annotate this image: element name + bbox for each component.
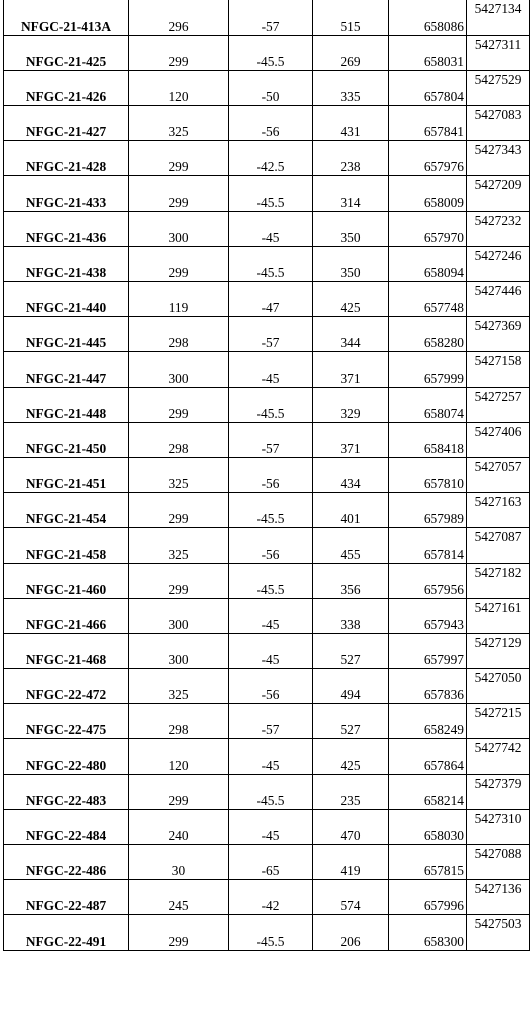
dip-cell: -45 (229, 211, 313, 246)
hole-id-cell: NFGC-22-480 (4, 739, 129, 774)
length-cell: 350 (313, 246, 389, 281)
northing-cell: 5427406 (467, 422, 530, 457)
table-row (4, 528, 530, 563)
dip-cell: -56 (229, 457, 313, 492)
table-row (4, 422, 530, 457)
length-cell: 356 (313, 563, 389, 598)
table-row (4, 106, 530, 141)
length-cell: 314 (313, 176, 389, 211)
northing-cell: 5427129 (467, 633, 530, 668)
easting-cell: 658094 (389, 246, 467, 281)
dip-cell: -57 (229, 422, 313, 457)
drill-collar-table (3, 0, 530, 951)
length-cell: 335 (313, 70, 389, 105)
table-row (4, 35, 530, 70)
northing-cell: 5427215 (467, 704, 530, 739)
hole-id-cell: NFGC-21-466 (4, 598, 129, 633)
length-cell: 401 (313, 493, 389, 528)
length-cell: 419 (313, 845, 389, 880)
northing-cell: 5427161 (467, 598, 530, 633)
northing-cell: 5427343 (467, 141, 530, 176)
northing-cell: 5427310 (467, 809, 530, 844)
easting-cell: 657999 (389, 352, 467, 387)
easting-cell: 657997 (389, 633, 467, 668)
azimuth-cell: 325 (129, 457, 229, 492)
easting-cell: 658030 (389, 809, 467, 844)
dip-cell: -45.5 (229, 246, 313, 281)
easting-cell: 657836 (389, 669, 467, 704)
hole-id-cell: NFGC-22-475 (4, 704, 129, 739)
length-cell: 371 (313, 352, 389, 387)
easting-cell: 658280 (389, 317, 467, 352)
azimuth-cell: 299 (129, 176, 229, 211)
northing-cell: 5427088 (467, 845, 530, 880)
table-row (4, 633, 530, 668)
table-row (4, 352, 530, 387)
dip-cell: -45 (229, 352, 313, 387)
length-cell: 425 (313, 739, 389, 774)
table-row (4, 387, 530, 422)
length-cell: 269 (313, 35, 389, 70)
length-cell: 425 (313, 282, 389, 317)
length-cell: 338 (313, 598, 389, 633)
azimuth-cell: 120 (129, 70, 229, 105)
easting-cell: 658418 (389, 422, 467, 457)
dip-cell: -45 (229, 633, 313, 668)
hole-id-cell: NFGC-21-428 (4, 141, 129, 176)
azimuth-cell: 300 (129, 352, 229, 387)
table-row (4, 563, 530, 598)
length-cell: 574 (313, 880, 389, 915)
table-row (4, 774, 530, 809)
azimuth-cell: 299 (129, 246, 229, 281)
hole-id-cell: NFGC-21-433 (4, 176, 129, 211)
hole-id-cell: NFGC-21-468 (4, 633, 129, 668)
dip-cell: -45.5 (229, 387, 313, 422)
easting-cell: 658300 (389, 915, 467, 950)
hole-id-cell: NFGC-21-445 (4, 317, 129, 352)
northing-cell: 5427050 (467, 669, 530, 704)
easting-cell: 657804 (389, 70, 467, 105)
table-row (4, 704, 530, 739)
length-cell: 344 (313, 317, 389, 352)
easting-cell: 657815 (389, 845, 467, 880)
azimuth-cell: 30 (129, 845, 229, 880)
table-row (4, 880, 530, 915)
dip-cell: -45 (229, 598, 313, 633)
northing-cell: 5427134 (467, 0, 530, 35)
length-cell: 527 (313, 704, 389, 739)
table-row (4, 0, 530, 35)
hole-id-cell: NFGC-21-438 (4, 246, 129, 281)
length-cell: 494 (313, 669, 389, 704)
table-body (4, 0, 530, 950)
azimuth-cell: 299 (129, 141, 229, 176)
northing-cell: 5427136 (467, 880, 530, 915)
dip-cell: -47 (229, 282, 313, 317)
easting-cell: 657956 (389, 563, 467, 598)
azimuth-cell: 245 (129, 880, 229, 915)
northing-cell: 5427529 (467, 70, 530, 105)
easting-cell: 658086 (389, 0, 467, 35)
dip-cell: -57 (229, 704, 313, 739)
easting-cell: 658031 (389, 35, 467, 70)
dip-cell: -45.5 (229, 915, 313, 950)
dip-cell: -57 (229, 0, 313, 35)
dip-cell: -45.5 (229, 493, 313, 528)
hole-id-cell: NFGC-21-448 (4, 387, 129, 422)
easting-cell: 657841 (389, 106, 467, 141)
easting-cell: 657864 (389, 739, 467, 774)
table-row (4, 246, 530, 281)
length-cell: 235 (313, 774, 389, 809)
table-row (4, 809, 530, 844)
dip-cell: -56 (229, 106, 313, 141)
dip-cell: -45.5 (229, 35, 313, 70)
table-row (4, 739, 530, 774)
azimuth-cell: 299 (129, 387, 229, 422)
table-row (4, 669, 530, 704)
table-row (4, 598, 530, 633)
northing-cell: 5427057 (467, 457, 530, 492)
azimuth-cell: 300 (129, 633, 229, 668)
azimuth-cell: 299 (129, 915, 229, 950)
azimuth-cell: 119 (129, 282, 229, 317)
hole-id-cell: NFGC-21-454 (4, 493, 129, 528)
hole-id-cell: NFGC-21-425 (4, 35, 129, 70)
length-cell: 238 (313, 141, 389, 176)
northing-cell: 5427379 (467, 774, 530, 809)
azimuth-cell: 120 (129, 739, 229, 774)
northing-cell: 5427446 (467, 282, 530, 317)
azimuth-cell: 296 (129, 0, 229, 35)
hole-id-cell: NFGC-21-450 (4, 422, 129, 457)
northing-cell: 5427163 (467, 493, 530, 528)
hole-id-cell: NFGC-21-436 (4, 211, 129, 246)
northing-cell: 5427087 (467, 528, 530, 563)
hole-id-cell: NFGC-21-451 (4, 457, 129, 492)
azimuth-cell: 325 (129, 528, 229, 563)
easting-cell: 657989 (389, 493, 467, 528)
hole-id-cell: NFGC-21-427 (4, 106, 129, 141)
northing-cell: 5427742 (467, 739, 530, 774)
dip-cell: -45.5 (229, 176, 313, 211)
length-cell: 470 (313, 809, 389, 844)
length-cell: 527 (313, 633, 389, 668)
dip-cell: -56 (229, 669, 313, 704)
easting-cell: 657810 (389, 457, 467, 492)
hole-id-cell: NFGC-22-472 (4, 669, 129, 704)
dip-cell: -45.5 (229, 563, 313, 598)
northing-cell: 5427083 (467, 106, 530, 141)
length-cell: 455 (313, 528, 389, 563)
azimuth-cell: 325 (129, 669, 229, 704)
easting-cell: 658009 (389, 176, 467, 211)
dip-cell: -42.5 (229, 141, 313, 176)
northing-cell: 5427232 (467, 211, 530, 246)
northing-cell: 5427257 (467, 387, 530, 422)
length-cell: 434 (313, 457, 389, 492)
hole-id-cell: NFGC-22-484 (4, 809, 129, 844)
hole-id-cell: NFGC-22-491 (4, 915, 129, 950)
table-row (4, 457, 530, 492)
dip-cell: -45 (229, 809, 313, 844)
easting-cell: 657748 (389, 282, 467, 317)
hole-id-cell: NFGC-21-458 (4, 528, 129, 563)
dip-cell: -50 (229, 70, 313, 105)
easting-cell: 657943 (389, 598, 467, 633)
hole-id-cell: NFGC-22-483 (4, 774, 129, 809)
northing-cell: 5427246 (467, 246, 530, 281)
easting-cell: 657996 (389, 880, 467, 915)
azimuth-cell: 240 (129, 809, 229, 844)
hole-id-cell: NFGC-21-460 (4, 563, 129, 598)
northing-cell: 5427209 (467, 176, 530, 211)
hole-id-cell: NFGC-21-447 (4, 352, 129, 387)
length-cell: 350 (313, 211, 389, 246)
hole-id-cell: NFGC-22-486 (4, 845, 129, 880)
azimuth-cell: 298 (129, 704, 229, 739)
table-row (4, 845, 530, 880)
length-cell: 431 (313, 106, 389, 141)
table-row (4, 176, 530, 211)
northing-cell: 5427503 (467, 915, 530, 950)
easting-cell: 658074 (389, 387, 467, 422)
table-row (4, 915, 530, 950)
dip-cell: -65 (229, 845, 313, 880)
azimuth-cell: 299 (129, 774, 229, 809)
easting-cell: 657814 (389, 528, 467, 563)
azimuth-cell: 298 (129, 422, 229, 457)
length-cell: 206 (313, 915, 389, 950)
table-row (4, 70, 530, 105)
northing-cell: 5427182 (467, 563, 530, 598)
easting-cell: 657970 (389, 211, 467, 246)
azimuth-cell: 300 (129, 211, 229, 246)
table-row (4, 493, 530, 528)
table-row (4, 141, 530, 176)
hole-id-cell: NFGC-21-440 (4, 282, 129, 317)
dip-cell: -57 (229, 317, 313, 352)
azimuth-cell: 298 (129, 317, 229, 352)
length-cell: 329 (313, 387, 389, 422)
table-row (4, 317, 530, 352)
dip-cell: -45 (229, 739, 313, 774)
dip-cell: -42 (229, 880, 313, 915)
table-row (4, 282, 530, 317)
easting-cell: 657976 (389, 141, 467, 176)
hole-id-cell: NFGC-21-413A (4, 0, 129, 35)
length-cell: 371 (313, 422, 389, 457)
easting-cell: 658249 (389, 704, 467, 739)
azimuth-cell: 299 (129, 35, 229, 70)
dip-cell: -45.5 (229, 774, 313, 809)
azimuth-cell: 300 (129, 598, 229, 633)
length-cell: 515 (313, 0, 389, 35)
northing-cell: 5427369 (467, 317, 530, 352)
table-row (4, 211, 530, 246)
dip-cell: -56 (229, 528, 313, 563)
northing-cell: 5427311 (467, 35, 530, 70)
northing-cell: 5427158 (467, 352, 530, 387)
hole-id-cell: NFGC-21-426 (4, 70, 129, 105)
easting-cell: 658214 (389, 774, 467, 809)
azimuth-cell: 299 (129, 493, 229, 528)
azimuth-cell: 299 (129, 563, 229, 598)
hole-id-cell: NFGC-22-487 (4, 880, 129, 915)
azimuth-cell: 325 (129, 106, 229, 141)
